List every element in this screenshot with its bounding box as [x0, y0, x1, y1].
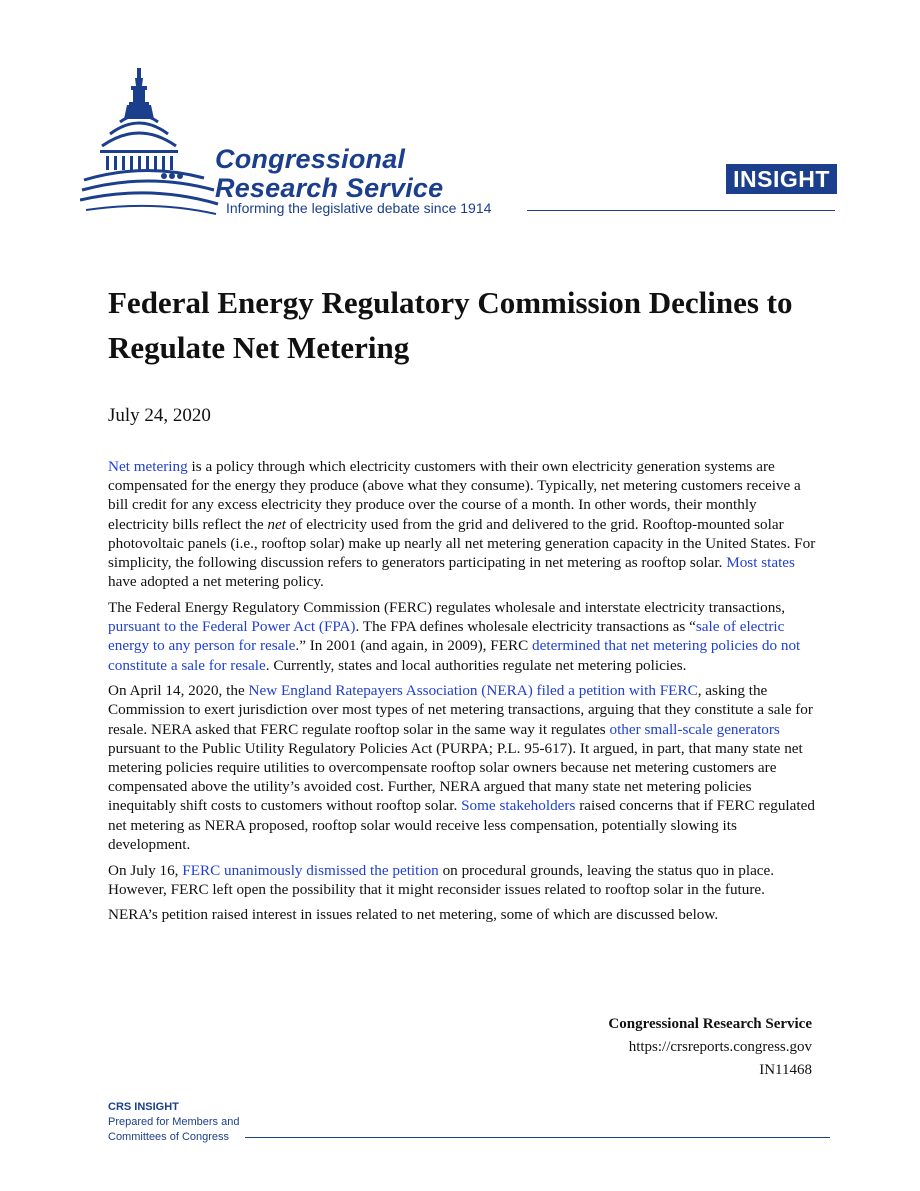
- paragraph-text: . The FPA defines wholesale electricity transactions as “: [355, 618, 696, 636]
- paragraph-text: On July 16,: [108, 861, 183, 879]
- paragraph-2: [108, 598, 818, 675]
- paragraph-1: [108, 457, 818, 591]
- capitol-dome-icon: [80, 64, 225, 220]
- article-body: [108, 457, 818, 931]
- paragraph-text: have adopted a net metering policy.: [108, 573, 324, 591]
- paragraph-text: of electricity used from the grid and delivered to the grid. Rooftop-mounted solar photovoltaic panels (i.e., rooftop solar) make up nearly all net metering generation capacity in the United States. For simplicity, the following discussion refers to generators participating in net metering as rooftop solar.: [108, 515, 816, 572]
- signature-block: [608, 1013, 812, 1082]
- report-id: IN11468: [759, 1062, 812, 1078]
- link-nera-petition[interactable]: New England Ratepayers Association (NERA) filed a petition with FERC: [248, 682, 698, 700]
- insight-badge: INSIGHT: [726, 164, 837, 194]
- paragraph-text: on procedural grounds, leaving the status quo in place. However, FERC left open the possibility that it might reconsider issues related to rooftop solar in the future.: [108, 861, 775, 898]
- org-name: [215, 145, 443, 203]
- paragraph-4: [108, 861, 818, 899]
- footer-line2: Committees of Congress: [108, 1131, 230, 1143]
- paragraph-text: NERA’s petition raised interest in issues related to net metering, some of which are discussed below.: [108, 906, 719, 924]
- tagline: Informing the legislative debate since 1914: [226, 200, 492, 216]
- link-ferc-determination[interactable]: determined that net metering policies do not constitute a sale for resale: [108, 637, 801, 674]
- footer-divider: [245, 1137, 830, 1138]
- paragraph-text: , asking the Commission to exert jurisdiction over most types of net metering transactions, arguing that they constitute a sale for resale. NERA asked that FERC regulate rooftop solar in the same way it regulates: [108, 682, 813, 738]
- paragraph-text: . Currently, states and local authorities regulate net metering policies.: [265, 656, 687, 674]
- footer-title: CRS INSIGHT: [108, 1101, 179, 1113]
- link-small-scale-generators[interactable]: other small-scale generators: [609, 720, 780, 738]
- paragraph-text: raised concerns that if FERC regulated net metering as NERA proposed, rooftop solar would receive less compensation, potentially slowing its development.: [108, 797, 815, 853]
- org-name-line1: Congressional: [215, 144, 406, 174]
- link-some-stakeholders[interactable]: Some stakeholders: [461, 797, 576, 815]
- footer: [108, 1100, 239, 1145]
- page-title: Federal Energy Regulatory Commission Declines to Regulate Net Metering: [108, 285, 793, 365]
- link-ferc-dismissed[interactable]: FERC unanimously dismissed the petition: [182, 861, 439, 879]
- tagline-divider: [527, 210, 835, 211]
- paragraph-text: is a policy through which electricity customers with their own electricity generation systems are compensated for the energy they produce (above what they consume). Typically, net metering customers receive a bill credit for any excess electricity they produce over the course of a month. In other words, their monthly electricity bills reflect the: [108, 458, 801, 533]
- link-federal-power-act[interactable]: pursuant to the Federal Power Act (FPA): [108, 618, 356, 636]
- org-name-line2: Research Service: [215, 173, 444, 203]
- paragraph-5: [108, 905, 818, 924]
- paragraph-text: On April 14, 2020, the: [108, 682, 249, 700]
- link-net-metering[interactable]: Net metering: [108, 458, 188, 475]
- paragraph-text: .” In 2001 (and again, in 2009), FERC: [295, 637, 533, 655]
- signature-url: https://crsreports.congress.gov: [628, 1039, 812, 1055]
- emphasis-text: net: [267, 515, 286, 533]
- paragraph-3: [108, 681, 818, 854]
- publication-date: July 24, 2020: [108, 405, 211, 426]
- paragraph-text: The Federal Energy Regulatory Commission (FERC) regulates wholesale and interstate electricity transactions,: [108, 598, 786, 616]
- signature-org: Congressional Research Service: [608, 1016, 812, 1032]
- link-most-states[interactable]: Most states: [726, 554, 795, 572]
- paragraph-text: pursuant to the Public Utility Regulatory Policies Act (PURPA; P.L. 95-617). It argued, in part, that many state net metering policies require utilities to overcompensate rooftop solar owners because net metering customers are compensated above the utility’s avoided cost. Further, NERA argued that many state net metering policies inequitably shift costs to customers without rooftop solar.: [108, 739, 803, 815]
- footer-line1: Prepared for Members and: [108, 1116, 240, 1128]
- link-sale-for-resale[interactable]: sale of electric energy to any person for resale: [108, 618, 785, 655]
